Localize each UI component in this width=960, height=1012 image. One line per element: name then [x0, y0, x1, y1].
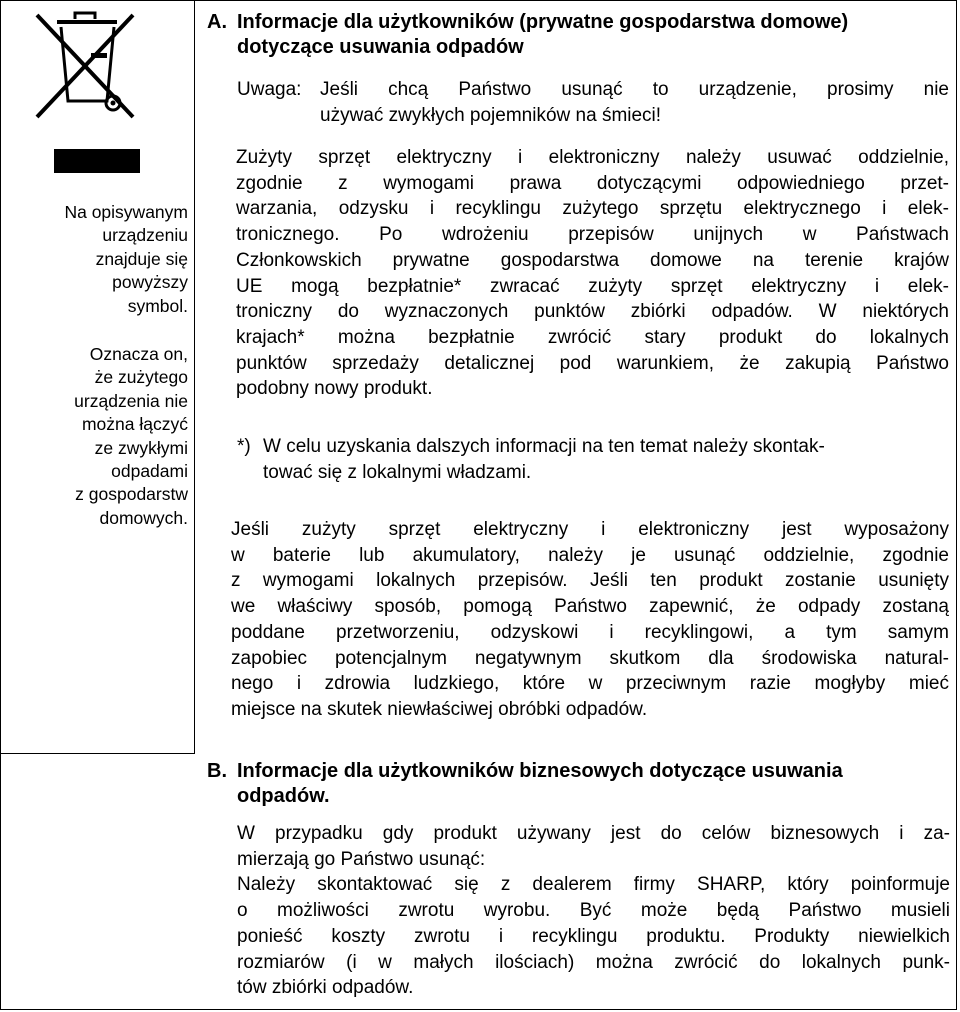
symbol-description: Na opisywanym urządzeniu znajduje się powyższy symbol. [64, 202, 188, 316]
vertical-divider [194, 1, 195, 753]
crossed-out-wheelie-bin-icon [31, 9, 139, 123]
section-a-paragraph-2: Jeśli zużyty sprzęt elektryczny i elektroniczny jest wyposażony w baterie lub akumulatory, należy je usunąć oddzielnie, zgodnie z wymogami lokalnych przepisów. Jeśli ten produkt zostanie usunięty we właściwy sposób, pomogą Państwo zapewnić, że odpady zostaną poddane przetworzeniu, odzyskowi i recyklingowi, a tym samym zapobiec potencjalnym negatywnym skutkom dla środowiska natural- nego i zdrowia ludzkiego, które w przeciwnym razie mogłyby mieć miejsce na skutek niewłaściwej obróbki odpadów. [231, 519, 949, 720]
section-a-title: Informacje dla użytkowników (prywatne gospodarstwa domowe) dotyczące usuwania odpadów [237, 11, 849, 58]
symbol-meaning: Oznacza on, że zużytego urządzenia nie można łączyć ze zwykłymi odpadami z gospodarstw domowych. [74, 344, 188, 528]
note-label: Uwaga: [237, 79, 302, 100]
note-text: Jeśli chcą Państwo usunąć to urządzenie, prosimy nie używać zwykłych pojemników na śmieci! [320, 79, 949, 126]
section-b-letter: B. [207, 760, 227, 782]
section-a-paragraph-1: Zużyty sprzęt elektryczny i elektroniczny należy usuwać oddzielnie, zgodnie z wymogami prawa dotyczącymi odpowiedniego przet- warzania, odzysku i recyklingu zużytego sprzętu elektrycznego i elek- tronicznego. Po wdrożeniu przepisów unijnych w Państwach Członkowskich prywatne gospodarstwa domowe na terenie krajów UE mogą bezpłatnie* zwracać zużyty sprzęt elektryczny i elek- troniczny do wyznaczonych punktów zbiórki odpadów. W niektórych krajach* można bezpłatnie zwrócić stary produkt do lokalnych punktów sprzedaży detalicznej pod warunkiem, że zakupią Państwo podobny nowy produkt. [236, 147, 949, 400]
section-a-letter: A. [207, 11, 227, 33]
section-b-title: Informacje dla użytkowników biznesowych dotyczące usuwania odpadów. [237, 760, 843, 807]
footnote: *) W celu uzyskania dalszych informacji na ten temat należy skontak- tować się z lokalnymi władzami. [237, 436, 825, 483]
footnote-marker: *) [237, 436, 251, 457]
section-b-paragraph: W przypadku gdy produkt używany jest do celów biznesowych i za- mierzają go Państwo usunąć: Należy skontaktować się z dealerem firmy SHARP, który poinformuje o możliwości zwrotu wyrobu. Być może będą Państwo musieli ponieść koszty zwrotu i recyklingu produktu. Produkty niewielkich rozmiarów (i w małych ilościach) można zwrócić do lokalnych punk- tów zbiórki odpadów. [237, 823, 950, 999]
symbol-black-bar [54, 149, 140, 173]
horizontal-divider [1, 753, 195, 754]
